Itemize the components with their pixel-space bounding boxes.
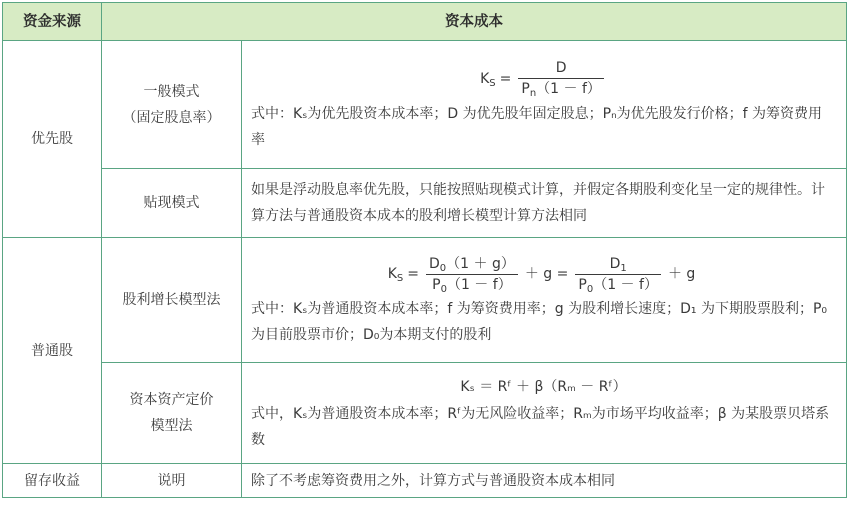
- preferred-discount-row: [3, 169, 847, 238]
- preferred-general-formula: [251, 57, 836, 101]
- common-capm-desc: 式中，Kₛ为普通股资本成本率；Rᶠ为无风险收益率；Rₘ为市场平均收益率；β 为某股票贝塔系数: [251, 406, 830, 448]
- common-capm-row: [3, 363, 847, 464]
- fraction-denominator: $P_n(1 - f)$: [521, 81, 601, 99]
- preferred-discount-mode: 贴现模式: [102, 169, 242, 238]
- common-growth-mode: 股利增长模型法: [102, 238, 242, 363]
- preferred-general-mode: [102, 41, 242, 169]
- header-cost: 资本成本: [102, 3, 847, 41]
- preferred-general-row: [3, 41, 847, 169]
- retained-mode: 说明: [102, 464, 242, 498]
- growth-fraction-1: $\frac{D_0(1 + g)}{P_0(1 - f)}$: [426, 255, 518, 294]
- general-mode-line2: （固定股息率）: [122, 109, 221, 126]
- formula-fraction: [518, 59, 604, 98]
- common-stock-label: 普通股: [3, 238, 102, 464]
- formula-eq: =: [499, 70, 512, 87]
- preferred-general-content: [242, 41, 847, 169]
- common-growth-row: [3, 238, 847, 363]
- header-source: 资金来源: [3, 3, 102, 41]
- common-growth-content: [242, 238, 847, 363]
- preferred-discount-desc: 如果是浮动股息率优先股，只能按照贴现模式计算，并假定各期股利变化呈一定的规律性。计算方法与普通股资本成本的股利增长模型计算方法相同: [242, 169, 847, 238]
- common-growth-desc: 式中：Kₛ为普通股资本成本率；f 为筹资费用率；g 为股利增长速度；D₁ 为下期股票股利；P₀为目前股票市价；D₀为本期支付的股利: [251, 301, 828, 343]
- cost-of-capital-table: [2, 2, 847, 498]
- common-growth-formula: $K_S$ = $\frac{D_0(1 + g)}{P_0(1 - f)}$ ＋ g = $\frac{D_1}{P_0(1 - f)}$ ＋ g: [387, 255, 696, 295]
- retained-earnings-label: 留存收益: [3, 464, 102, 498]
- common-capm-formula: Kₛ ＝ Rᶠ ＋ β（Rₘ － Rᶠ）: [460, 379, 627, 395]
- common-capm-mode: 资本资产定价 模型法: [102, 363, 242, 464]
- fraction-numerator: D: [518, 59, 604, 79]
- common-capm-content: [242, 363, 847, 464]
- general-mode-line1: 一般模式: [143, 83, 200, 100]
- preferred-general-desc: 式中：Kₛ为优先股资本成本率；D 为优先股年固定股息；Pₙ为优先股发行价格；f 为筹资费用率: [251, 105, 823, 148]
- retained-desc: 除了不考虑筹资费用之外，计算方式与普通股资本成本相同: [242, 464, 847, 498]
- formula-lhs: $K_S$: [480, 70, 496, 89]
- cost-of-capital-table-wrapper: [2, 2, 847, 498]
- preferred-stock-label: 优先股: [3, 41, 102, 238]
- header-row: [3, 3, 847, 41]
- retained-row: [3, 464, 847, 498]
- growth-fraction-2: $\frac{D_1}{P_0(1 - f)}$: [575, 255, 661, 294]
